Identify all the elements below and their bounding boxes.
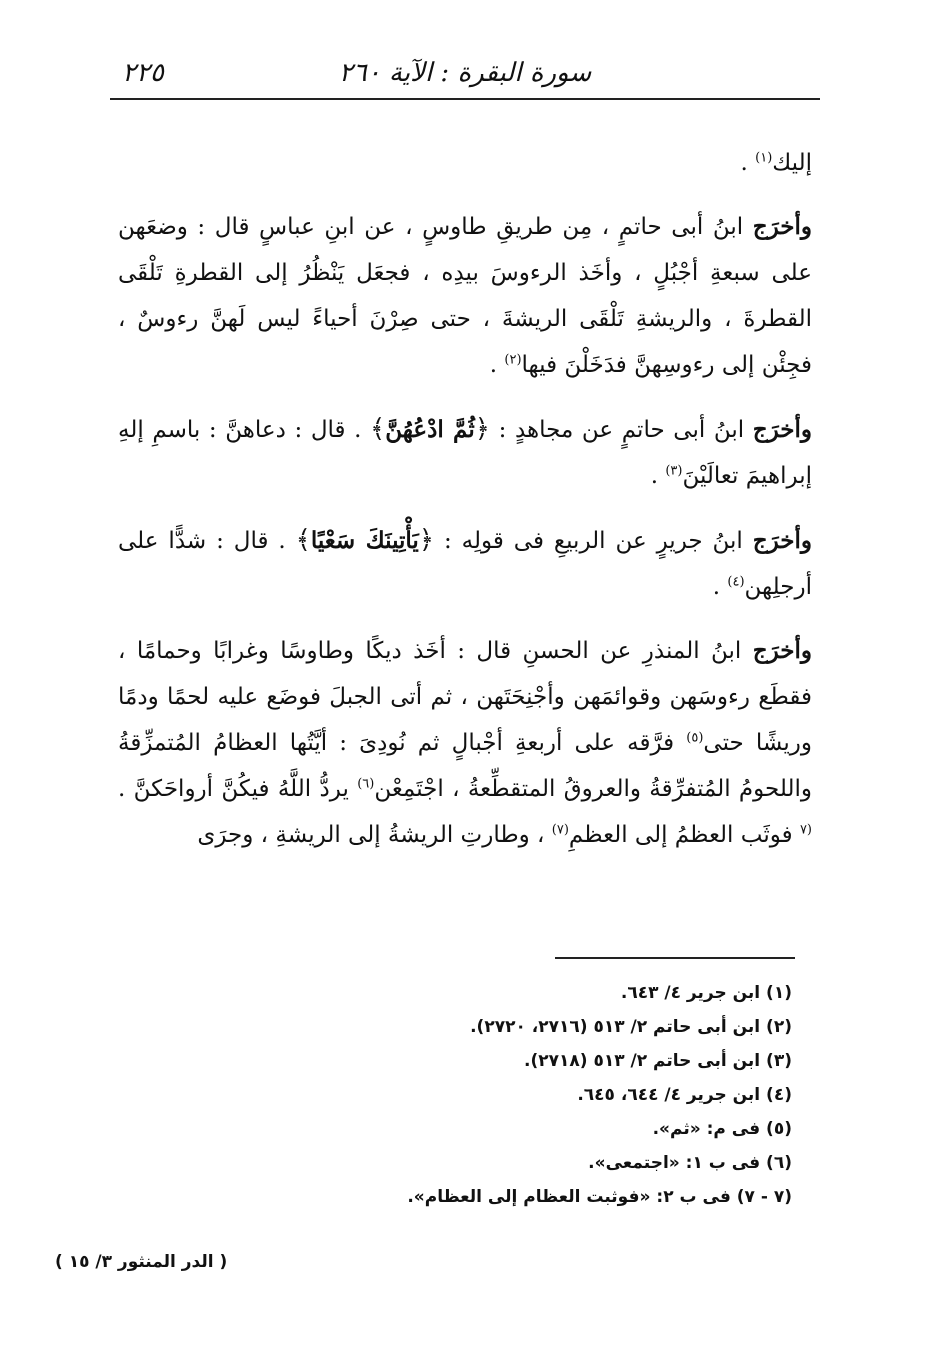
- p3-text2: . قال : شدًّا على أرجلِهن: [118, 528, 812, 600]
- p3-text1: ابنُ جريرٍ عن الربيعِ فى قولِه :: [434, 528, 753, 554]
- footnote-3: (٣) ابن أبى حاتم ٢/ ٥١٣ (٢٧١٨).: [523, 1051, 792, 1071]
- paragraph-1: [118, 204, 812, 388]
- footnote-ref-5: (٥): [686, 730, 704, 746]
- p1-lead: وأخرَج: [752, 213, 812, 240]
- p2-text1: ابنُ أبى حاتمٍ عن مجاهدٍ :: [490, 417, 753, 443]
- p3-lead: وأخرَج: [752, 527, 812, 554]
- quran-quote-2: يَأْتِينَكَ سَعْيًا: [310, 527, 419, 554]
- header-rule: [110, 98, 820, 100]
- quran-bracket-open: ﴿: [474, 414, 490, 444]
- main-text: [118, 140, 812, 876]
- paragraph-2: [118, 406, 812, 499]
- paragraph-4: [118, 628, 812, 858]
- footnote-4: (٤) ابن جرير ٤/ ٦٤٤، ٦٤٥.: [577, 1085, 792, 1105]
- footnote-6: (٦) فى ب ١: «اجتمعى».: [588, 1153, 792, 1173]
- footnote-ref-4: (٤): [727, 574, 745, 590]
- quran-bracket-open: ﴿: [418, 525, 435, 555]
- p2-text2: . قال : دعاهنَّ : باسمِ إلهِ إبراهيمَ تعالَيْنَ: [118, 417, 812, 489]
- quran-bracket-close: ﴾: [295, 525, 311, 555]
- p0-end: .: [740, 150, 756, 176]
- p4-text5: ، وطارتِ الريشةُ إلى الريشةِ ، وجرَى: [197, 822, 552, 848]
- running-header: [110, 50, 820, 100]
- footnote-1: (١) ابن جرير ٤/ ٦٤٣.: [620, 983, 792, 1003]
- page-number: ٢٢٥: [122, 58, 164, 88]
- paragraph-0: [118, 140, 812, 186]
- p4-text4: فوثَب العظمُ إلى العظمِ: [568, 822, 800, 848]
- footnote-2: (٢) ابن أبى حاتم ٢/ ٥١٣ (٢٧١٦، ٢٧٢٠).: [470, 1017, 792, 1037]
- quran-quote-1: ثُمَّ ادْعُهُنَّ: [385, 416, 475, 443]
- p0-text: إليك: [772, 150, 812, 176]
- p1-text: ابنُ أبى حاتمٍ ، مِن طريقِ طاوسٍ ، عن ابنِ عباسٍ قال : وضعَهن على سبعةِ أجْبُلٍ ، وأخَذ الرءوسَ بيدِه ، فجعَل يَنْظُرُ إلى القطرةِ تَلْقَى القطرةَ ، والريشةِ تَلْقَى الريشةَ ، حتى صِرْنَ أحياءً ليس لَهنَّ رءوسٌ ، فجِئْن إلى رءوسِهنَّ فدَخَلْنَ فيها: [118, 214, 812, 378]
- p3-end: .: [712, 574, 728, 600]
- footnote-ref-7-open: (٧: [799, 822, 812, 838]
- p1-end: .: [489, 352, 505, 378]
- paragraph-3: [118, 517, 812, 610]
- footnote-5: (٥) فى م: «ثم».: [652, 1119, 792, 1139]
- p4-lead: وأخرَج: [752, 637, 812, 664]
- header-title: سورة البقرة : الآية ٢٦٠: [338, 58, 592, 88]
- footnote-ref-2: (٢): [504, 352, 522, 368]
- footnote-ref-1: (١): [755, 150, 773, 166]
- p4-text3: يردُّ اللَّهُ فيكُنَّ أرواحَكنَّ .: [118, 776, 358, 802]
- quran-bracket-close: ﴾: [370, 414, 386, 444]
- footnote-ref-3: (٣): [665, 463, 683, 479]
- p2-end: .: [650, 463, 666, 489]
- footnote-7: (٧ - ٧) فى ب ٢: «فوثبت العظام إلى العظام».: [407, 1187, 792, 1207]
- p2-lead: وأخرَج: [752, 416, 813, 443]
- footnote-ref-6: (٦): [357, 776, 375, 792]
- printer-signature: ( الدر المنثور ٣/ ١٥ ): [55, 1252, 228, 1272]
- p4-text1: ابنُ المنذرِ عن الحسنِ قال : أخَذ ديكًا وطاوسًا وغرابًا وحمامًا ، فقطَع رءوسَهن وقوائمَهن وأجْنِحَتَهن ، ثم أتى الجبلَ فوضَع عليه لحمًا ودمًا وريشًا حتى: [118, 638, 813, 756]
- footnote-separator: [555, 957, 795, 959]
- p4-text2: فرَّقه على أربعةِ أجْبالٍ ثم نُودِىَ : أيَّتُها العظامُ المُتمزِّقةُ واللحومُ المُتفرِّقةُ والعروقُ المتقطِّعةُ ، اجْتَمِعْن: [118, 730, 812, 802]
- footnote-ref-7-close: (٧): [551, 822, 569, 838]
- footnotes: [120, 976, 792, 1214]
